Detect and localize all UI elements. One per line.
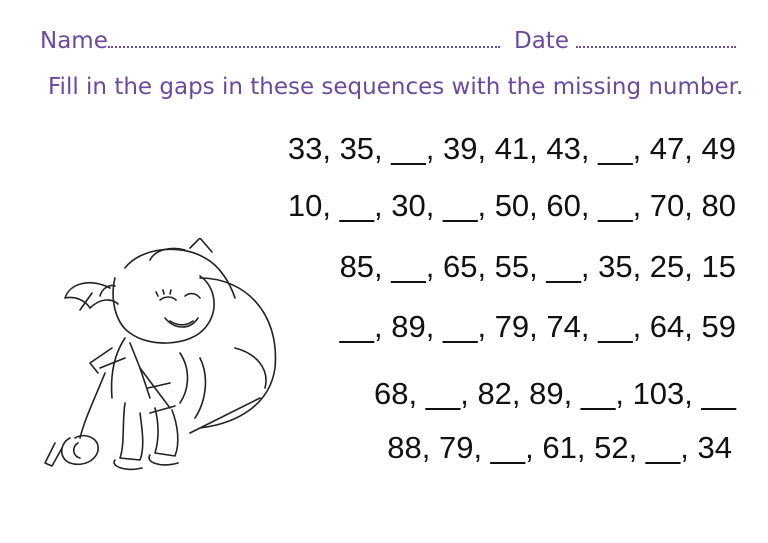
sequence-line: 68, __, 82, 89, __, 103, __ <box>374 376 736 411</box>
date-label: Date <box>514 28 569 54</box>
sequence-line: 88, 79, __, 61, 52, __, 34 <box>387 430 732 465</box>
instruction-text: Fill in the gaps in these sequences with the missing number. <box>48 74 744 100</box>
sequence-line: 85, __, 65, 55, __, 35, 25, 15 <box>339 249 736 284</box>
cartoon-character-icon <box>30 238 290 478</box>
sequence-line: 33, 35, __, 39, 41, 43, __, 47, 49 <box>287 131 736 166</box>
name-blank-line <box>108 28 500 48</box>
date-blank-line <box>576 28 736 48</box>
name-field[interactable] <box>40 28 510 54</box>
sequence-line: 10, __, 30, __, 50, 60, __, 70, 80 <box>287 188 736 223</box>
date-field[interactable] <box>514 28 744 54</box>
sequence-line: __, 89, __, 79, 74, __, 64, 59 <box>339 309 736 344</box>
name-label: Name <box>40 28 108 54</box>
